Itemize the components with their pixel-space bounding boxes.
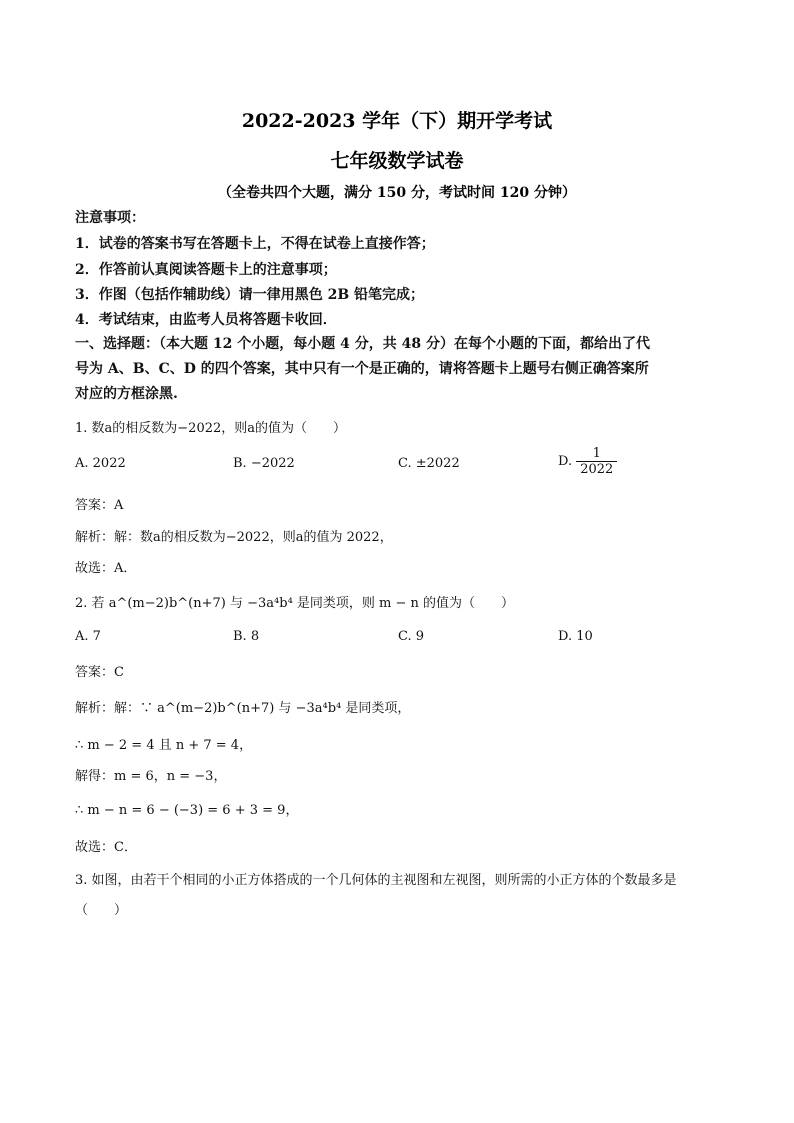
q1-option-d-fraction xyxy=(576,446,617,477)
q2-step-2: 解得：m = 6，n = −3， xyxy=(75,769,227,784)
q1-choose: 故选：A． xyxy=(75,561,137,576)
q2-option-a: A. 7 xyxy=(75,629,101,644)
q2-answer: 答案：C xyxy=(75,665,124,680)
q2-choose: 故选：C． xyxy=(75,840,137,855)
q1-analysis: 解析：解：数a的相反数为−2022，则a的值为 2022， xyxy=(75,530,393,545)
q1-answer: 答案：A xyxy=(75,498,124,513)
q3-stem-line-2: （ ） xyxy=(75,903,128,918)
q2-option-d: D. 10 xyxy=(558,629,593,644)
q2-step-3: ∴ m − n = 6 − (−3) = 6 + 3 = 9， xyxy=(75,803,299,818)
q2-stem-prefix: 2. 若 xyxy=(75,596,105,611)
q2-analysis: 解析：解：∵ a^(m−2)b^(n+7) 与 −3a⁴b⁴ 是同类项， xyxy=(75,701,411,716)
exam-info: （全卷共四个大题，满分 150 分，考试时间 120 分钟） xyxy=(218,185,576,201)
exam-title: 2022-2023 学年（下）期开学考试 xyxy=(241,110,553,132)
section1-line-3: 对应的方框涂黑. xyxy=(75,386,178,402)
exam-subtitle: 七年级数学试卷 xyxy=(330,150,464,172)
q1-option-d-label: D. xyxy=(558,454,573,469)
fraction-denominator: 2022 xyxy=(576,461,617,477)
fraction-numerator: 1 xyxy=(592,446,601,461)
q2-option-c: C. 9 xyxy=(398,629,425,644)
notice-item-3: 3．作图（包括作辅助线）请一律用黑色 2B 铅笔完成； xyxy=(75,287,425,303)
q2-stem-expression: a^(m−2)b^(n+7) 与 −3a⁴b⁴ 是同类项，则 m − n 的值为（ ） xyxy=(108,596,515,611)
notice-item-4: 4．考试结束，由监考人员将答题卡收回． xyxy=(75,312,337,328)
notice-heading: 注意事项： xyxy=(75,210,145,226)
q1-option-b: B. −2022 xyxy=(233,456,295,471)
q1-option-d xyxy=(558,446,617,477)
q2-stem xyxy=(75,592,514,611)
section1-line-2: 号为 A、B、C、D 的四个答案，其中只有一个是正确的，请将答题卡上题号右侧正确答案所 xyxy=(75,361,649,377)
q2-step-1: ∴ m − 2 = 4 且 n + 7 = 4， xyxy=(75,738,253,753)
q2-option-b: B. 8 xyxy=(233,629,260,644)
section1-line-1: 一、选择题：（本大题 12 个小题，每小题 4 分，共 48 分）在每个小题的下面，都给出了代 xyxy=(75,336,650,352)
notice-item-2: 2．作答前认真阅读答题卡上的注意事项； xyxy=(75,262,337,278)
q1-option-c: C. ±2022 xyxy=(398,456,460,471)
notice-item-1: 1．试卷的答案书写在答题卡上，不得在试卷上直接作答； xyxy=(75,236,435,252)
q3-stem-line-1: 3. 如图，由若干个相同的小正方体搭成的一个几何体的主视图和左视图，则所需的小正方体的个数最多是 xyxy=(75,873,677,888)
q1-stem: 1. 数a的相反数为−2022，则a的值为（ ） xyxy=(75,421,347,436)
q1-option-a: A. 2022 xyxy=(75,456,126,471)
